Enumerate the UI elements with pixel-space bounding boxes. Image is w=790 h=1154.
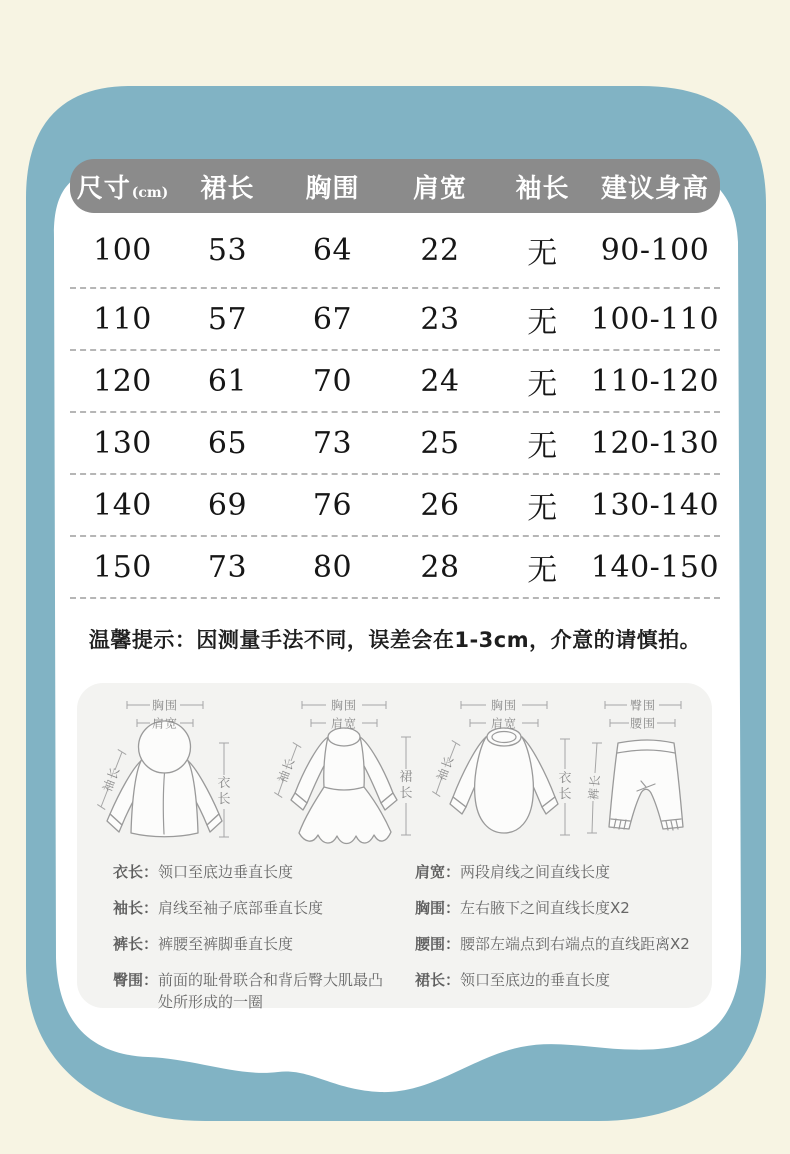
definition-item: 袖长： 肩线至袖子底部垂直长度 — [113, 899, 324, 917]
dress-shoulder-label: 肩宽 — [330, 716, 358, 731]
header-size-unit: (cm) — [131, 184, 169, 201]
bodysuit-chest-label: 胸围 — [490, 698, 518, 713]
table-row: 140 69 76 26 无 130-140 — [70, 475, 720, 537]
table-row: 120 61 70 24 无 110-120 — [70, 351, 720, 413]
header-skirt-length: 裙长 — [200, 173, 255, 204]
dress-chest-label: 胸围 — [330, 698, 358, 713]
bodysuit-diagram — [429, 697, 579, 852]
jacket-shoulder-label: 肩宽 — [151, 716, 179, 731]
header-size-label: 尺寸 — [76, 173, 131, 204]
definitions-right — [415, 861, 690, 1005]
pants-hip-label: 臀围 — [629, 698, 657, 713]
header-height: 建议身高 — [600, 173, 709, 204]
table-row: 130 65 73 25 无 120-130 — [70, 413, 720, 475]
jacket-length-label: 衣长 — [217, 775, 231, 807]
definition-item: 裙长： 领口至底边的垂直长度 — [415, 971, 611, 989]
table-row: 150 73 80 28 无 140-150 — [70, 537, 720, 599]
definitions-left — [113, 861, 396, 1027]
pants-length-label: 裤长 — [586, 773, 603, 801]
jacket-diagram — [97, 697, 232, 852]
pants-diagram — [585, 697, 710, 852]
table-row: 110 57 67 23 无 100-110 — [70, 289, 720, 351]
definition-item: 腰围： 腰部左端点到右端点的直线距离X2 — [415, 935, 690, 953]
diagram-panel — [77, 683, 712, 1011]
header-sleeve: 袖长 — [515, 173, 570, 204]
pants-waist-label: 腰围 — [629, 716, 657, 731]
bodysuit-shoulder-label: 肩宽 — [490, 716, 518, 731]
header-size — [70, 168, 175, 205]
jacket-chest-label: 胸围 — [151, 698, 179, 713]
dress-skirt-length-label: 裙长 — [399, 769, 413, 801]
size-table-header — [70, 159, 720, 213]
bodysuit-sleeve-label: 袖长 — [434, 753, 457, 783]
definition-item: 衣长： 领口至底边垂直长度 — [113, 863, 294, 881]
dress-diagram — [269, 697, 419, 852]
definition-item: 胸围： 左右腋下之间直线长度X2 — [415, 899, 630, 917]
definition-item: 臀围： 前面的耻骨联合和背后臀大肌最凸处所形成的一圈 — [113, 971, 384, 1011]
table-row: 100 53 64 22 无 90-100 — [70, 213, 720, 289]
dress-sleeve-label: 袖长 — [275, 755, 298, 785]
bodysuit-length-label: 衣长 — [558, 770, 572, 802]
definition-item: 裤长： 裤腰至裤脚垂直长度 — [113, 935, 294, 953]
size-table-body — [70, 213, 720, 599]
header-chest: 胸围 — [305, 173, 360, 204]
measurement-tip: 温馨提示：因测量手法不同，误差会在1-3cm，介意的请慎拍。 — [88, 628, 702, 652]
definition-item: 肩宽： 两段肩线之间直线长度 — [415, 863, 611, 881]
jacket-sleeve-label: 袖长 — [100, 764, 123, 794]
header-shoulder: 肩宽 — [412, 173, 467, 204]
